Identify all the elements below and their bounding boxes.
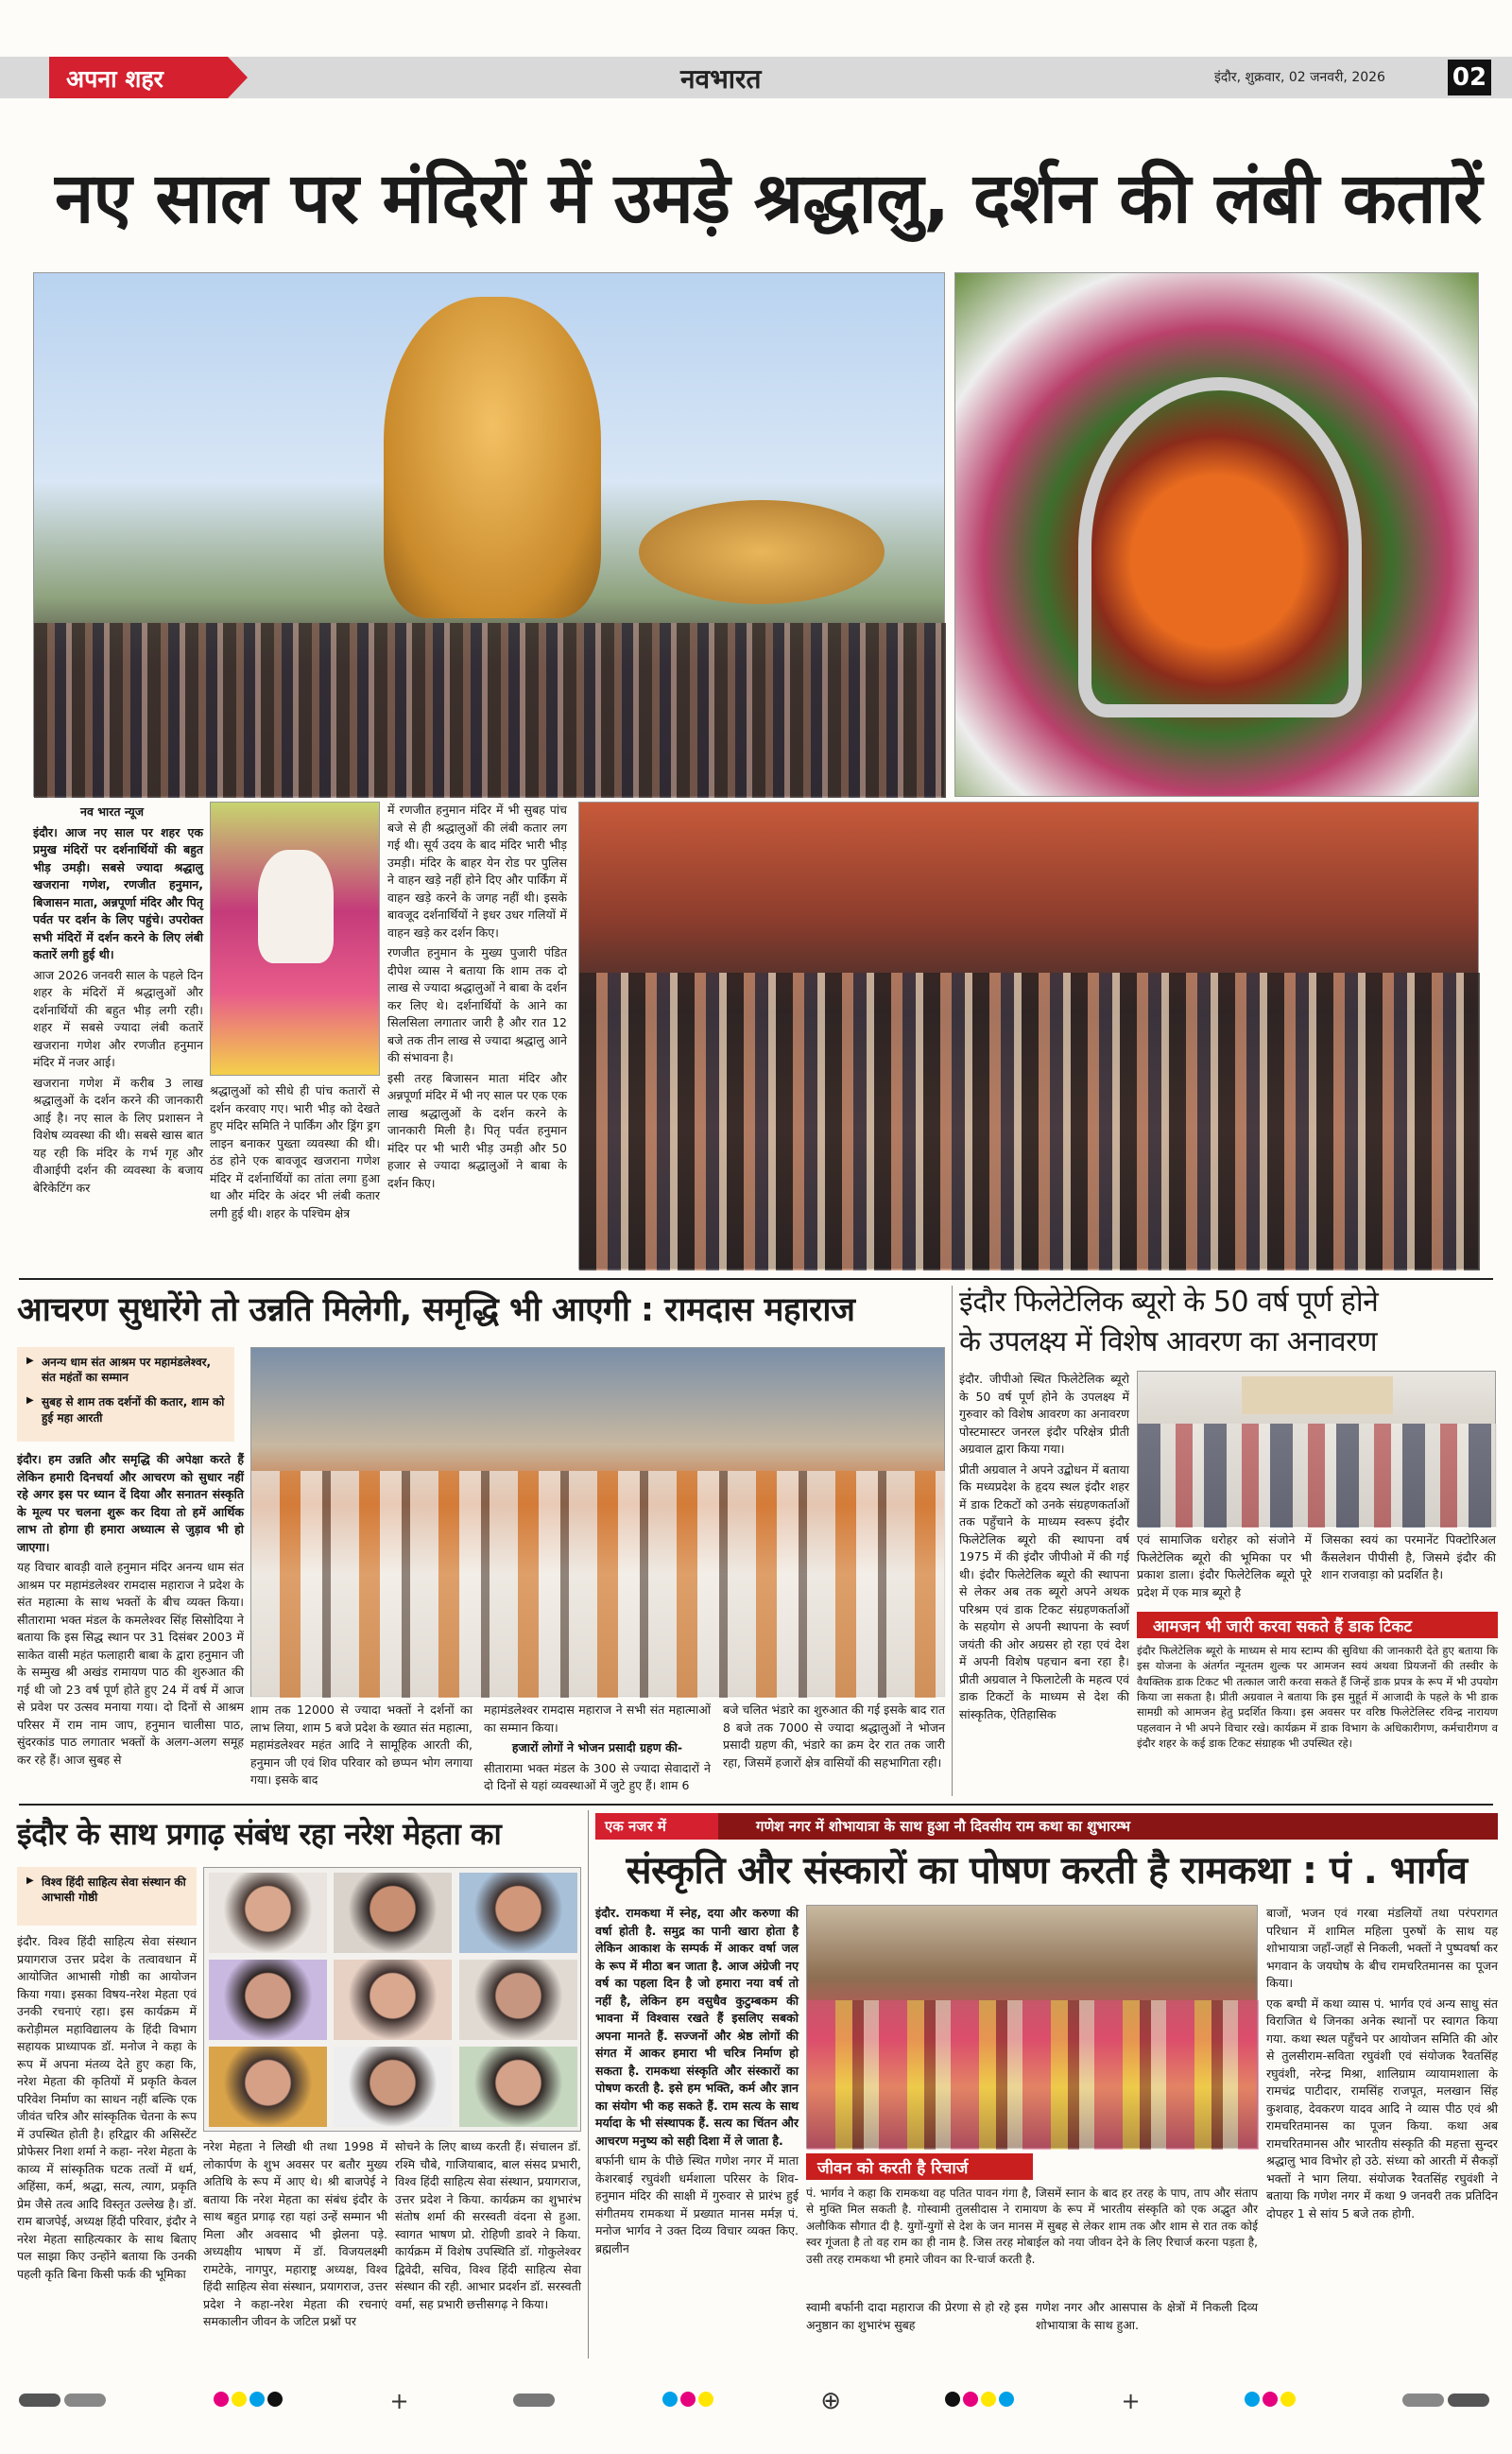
mace-shape <box>639 500 885 604</box>
ramkatha-column-3-text: बाजों, भजन एवं गरबा मंडलियों तथा परंपरागत परिधान में शामिल महिला पुरुषों के साथ यह शोभायात्रा जहाँ-जहाँ से निकली, भक्तों ने पुष्पवर्षा कर भगवान के जयघोष के बीच रामचरितमानस का पूजन किया। <box>1266 1906 1498 1990</box>
philatelic-column-2-text: एवं सामाजिक धरोहर को संजोने में फिलेटेलिक ब्यूरो की भूमिका पर भी प्रकाश डाला। इंदौर फिलेटेलिक ब्यूरो पूरे प्रदेश में एक मात्र ब्यूरो है <box>1137 1532 1312 1599</box>
ramkatha-bottom-a <box>806 2299 1028 2356</box>
philatelic-headline-2: के उपलक्ष्य में विशेष आवरण का अनावरण <box>959 1325 1378 1358</box>
naresh-bullet: ▶ विश्व हिंदी साहित्य सेवा संस्थान की आभासी गोष्ठी <box>26 1875 187 1905</box>
lead-intro: इंदौर। आज नए साल पर शहर एक प्रमुख मंदिरों पर दर्शनार्थियों की बहुत भीड़ उमड़ी। सबसे ज्यादा श्रद्धालु खजराना गणेश, रणजीत हनुमान, बिजासन माता, अन्नपूर्णा मंदिर और पितृ पर्वत पर दर्शन के लिए पहुंचे। उपरोक्त सभी मंदिरों में दर्शन करने के लिए लंबी कतारें लगी हुई थी। <box>33 824 203 961</box>
registration-dots-2 <box>662 2392 716 2411</box>
naresh-column-1-text: इंदौर. विश्व हिंदी साहित्य सेवा संस्थान प्रयागराज उत्तर प्रदेश के तत्वावधान में आयोजित आभासी गोष्ठी का आयोजन किया गया। इसका विषय-नरेश मेहता एवं उनकी रचनाएं रहा। इस कार्यक्रम में करोड़ीमल महाविद्यालय के हिंदी विभाग सहायक प्राध्यापक डॉ. मनोज ने कहा के रूप में अपना मंतव्य देते हुए कहा कि, नरेश मेहता की कृतियों में प्रकृति केवल परिवेश निर्माण का साधन नहीं बल्कि एक जीवंत चरित्र और सांस्कृतिक चेतना के रूप में उपस्थित होती है। हरिद्वार की असिस्टेंट प्रोफेसर निशा शर्मा ने कहा- नरेश मेहता के काव्य में सांस्कृतिक घटक तत्वों में धर्म, अहिंसा, कर्म, श्रद्धा, सत्य, त्याग, प्रकृति प्रेम जैसे तत्व आदि विस्तृत उल्लेख है। डॉ. राम बाजपेई, अध्यक्ष हिंदी परिवार, इंदौर ने नरेश मेहता साहित्यकार के साथ बिताए पल साझा किए उन्होंने बताया कि उनकी पहली कृति बिना किसी फर्क की भूमिका <box>17 1934 197 2281</box>
special-cover-unveiling-photo <box>1137 1371 1496 1527</box>
ramkatha-column-3-text2: एक बग्घी में कथा व्यास पं. भार्गव एवं अन्य साधु संत विराजित थे जिनका अनेक स्थानों पर स्वागत किया गया. कथा स्थल पहुँचने पर आयोजन समिति की ओर से तुलसीराम-सविता रघुवंशी एवं संयोजक रैवतसिंह रघुवंशी, नरेन्द्र मिश्रा, शालिग्राम व्यायामशाला के रामचंद्र पाटीदार, रामसिंह राजपूत, मलखान सिंह कुशवाह, देवकरण यादव आदि ने व्यास पीठ एवं श्री रामचरितमानस का पूजन किया. कथा अब रामचरितमानस और भारतीय संस्कृति की महत्ता सुन्दर श्रद्धालु भाव विभोर हो उठे. संध्या को आरती में सैकड़ों भक्तों ने भाग लिया. संयोजक रैवतसिंह रघुवंशी ने बताया कि गणेश नगर में कथा 9 जनवरी तक प्रतिदिन दोपहर 1 से सांय 5 बजे तक होगी. <box>1266 1996 1498 2221</box>
crosshair-mark-2: ⊕ <box>820 2387 841 2415</box>
naresh-column-2 <box>203 2138 387 2359</box>
ramdas-column-3-text: महामंडलेश्वर रामदास महाराज ने सभी संत महात्माओं का सम्मान किया। <box>484 1702 711 1735</box>
portrait-8 <box>334 2047 452 2127</box>
lead-column-3-p1: में रणजीत हनुमान मंदिर में भी सुबह पांच बजे से ही श्रद्धालुओं की लंबी कतार लग गई थी। सूर्य उदय के बाद मंदिर भारी भीड़ उमड़ी। मंदिर के बाहर येन रोड पर पुलिस ने वाहन खड़े नहीं होने दिए और पार्किंग में वाहन खड़े करने के जगह नहीं थी। इसके बावजूद दर्शनार्थियों ने इधर उधर गलियों में वाहन खड़े कर दर्शन किए। <box>387 803 567 940</box>
crosshair-mark-3: + <box>1121 2388 1141 2414</box>
naresh-column-2-text: नरेश मेहता ने लिखी थी तथा 1998 में लोकार्पण के शुभ अवसर पर बतौर मुख्य अतिथि के रूप में आए थे। श्री बाजपेई ने बताया कि नरेश मेहता का संबंध इंदौर के साथ बहुत प्रगाढ़ रहा यहां उन्हें सम्मान भी मिला और अवसाद भी झेलना पड़े. अध्यक्षीय भाषण में डॉ. विजयलक्ष्मी रामटेके, नागपुर, महाराष्ट्र अध्यक्ष, विश्व हिंदी साहित्य सेवा संस्थान, प्रयागराज, उत्तर प्रदेश ने कहा-नरेश मेहता की रचनाएं समकालीन जीवन के जटिल प्रश्नों पर <box>203 2139 387 2328</box>
lead-headline: नए साल पर मंदिरों में उमड़े श्रद्धालु, दर्शन की लंबी कतारें <box>55 158 1482 239</box>
philatelic-sub-text <box>1137 1643 1498 1796</box>
statue-shape <box>384 297 601 618</box>
ganesh-shringar-photo <box>210 802 380 1076</box>
naresh-column-3 <box>395 2138 581 2359</box>
portrait-5 <box>334 1960 452 2040</box>
philatelic-column-3 <box>1321 1531 1496 1609</box>
saints-gathering-photo <box>250 1347 945 1697</box>
officials-shape <box>1138 1424 1497 1528</box>
ramkatha-sub-text-body: पं. भार्गव ने कहा कि रामकथा वह पतित पावन गंगा है, जिसमें स्नान के बाद हर तरह के पाप, ताप और संताप से मुक्ति मिल सकती है. गोस्वामी तुलसीदास ने रामायण के रूप में भारतीय संस्कृति को एक अद्भुत और अलौकिक सौगात दी है. युगों-युगों से देश के जन मानस में सुबह से लेकर शाम तक और शाम से रात तक कोई स्वर गूंजता है तो वह राम का ही नाम है. जिस तरह मोबाईल को नया जीवन देने के लिए रिचार्ज करना पड़ता है, उसी तरह रामकथा भी हमारे जीवन का रि-चार्ज करती है. <box>806 2186 1258 2266</box>
lead-column-2-text: श्रद्धालुओं को सीधे ही पांच कतारों से दर्शन करवाए गए। भारी भीड़ को देखते हुए मंदिर समिति ने पार्किंग और ड्रिंग ड्रग लाइन बनाकर पुख्ता व्यवस्था की थी। ठंड होने एक बावजूद खजराना गणेश मंदिर में दर्शनार्थियों का तांता लगा हुआ था और मंदिर के अंदर भी लंबी कतार लगी हुई थी। शहर के पश्चिम क्षेत्र <box>210 1083 380 1220</box>
ramdas-bullets-box <box>17 1347 234 1442</box>
section-tag-label: अपना शहर <box>66 65 163 93</box>
ramdas-column-2-text: शाम तक 12000 से ज्यादा भक्तों ने दर्शनों का लाभ लिया, शाम 5 बजे प्रदेश के ख्यात संत महात्मा, महामंडलेश्वर महंत आदि ने सामूहिक आरती की, हनुमान जी एवं शिव परिवार को छप्पन भोग लगाया गया। इसके बाद <box>250 1702 472 1787</box>
portrait-4 <box>209 1960 327 2040</box>
ramkatha-column-1-text: बर्फानी धाम के पीछे स्थित गणेश नगर में माता केशरबाई रघुवंशी धर्मशाला परिसर के शिव-हनुमान मंदिर की साक्षी में गुरुवार से प्रारंभ हुई संगीतमय रामकथा में प्रख्यात मानस मर्मज्ञ पं. मनोज भार्गव ने उक्त दिव्य विचार व्यक्त किए. ब्रह्मलीन <box>595 2153 799 2255</box>
portrait-9 <box>459 2047 577 2127</box>
shobhayatra-photo <box>806 1905 1258 2149</box>
khajrana-ganesh-idol-photo <box>954 272 1479 797</box>
dateline: इंदौर, शुक्रवार, 02 जनवरी, 2026 <box>1214 70 1385 85</box>
divider-2 <box>19 1804 1493 1806</box>
portrait-2 <box>334 1873 452 1953</box>
crowd-pattern <box>579 973 1480 1270</box>
ramdas-headline: आचरण सुधारेंगे तो उन्नति मिलेगी, समृद्धि भी आएगी : रामदास महाराज <box>17 1291 855 1329</box>
banner-shape <box>1242 1376 1393 1414</box>
ramdas-column-4 <box>723 1702 945 1796</box>
masthead: नवभारत <box>680 63 762 95</box>
lead-column-3-p3: इसी तरह बिजासन माता मंदिर और अन्नपूर्णा मंदिर में भी नए साल पर एक एक लाख श्रद्धालुओं के दर्शन करने के जानकारी मिली है। पितृ पर्वत हनुमान मंदिर पर भी भारी भीड़ उमड़ी और 50 हजार से ज्यादा श्रद्धालुओं ने बाबा के दर्शन किए। <box>387 1070 567 1190</box>
saint-figures <box>251 1471 946 1698</box>
ramkatha-tag-left: एक नजर में <box>605 1818 666 1835</box>
ramkatha-subhead: जीवन को करती है रिचार्ज <box>817 2159 969 2178</box>
vertical-divider <box>952 1286 953 1796</box>
naresh-column-3-text: सोचने के लिए बाध्य करती हैं। संचालन डॉ. रश्मि चौबे, गाजियाबाद, बाल संसद प्रभारी, विश्व हिंदी साहित्य सेवा संस्थान, प्रयागराज, उत्तर प्रदेश ने किया. कार्यक्रम का शुभारंभ संतोष शर्मा की सरस्वती वंदना से हुआ. स्वागत भाषण प्रो. रोहिणी डावरे ने किया. कार्यक्रम में विशेष उपस्थिति डॉ. गोकुलेश्वर द्विवेदी, सचिव, विश्व हिंदी साहित्य सेवा संस्थान की रही. आभार प्रदर्शन डॉ. सरस्वती वर्मा, सह प्रभारी छत्तीसगढ़ ने किया। <box>395 2139 581 2311</box>
idol-shape <box>258 850 334 963</box>
crosshair-mark-1: + <box>389 2388 409 2414</box>
philatelic-column-1-text2: प्रीती अग्रवाल ने अपने उद्बोधन में बताया कि मध्यप्रदेश के हृदय स्थल इंदौर शहर में डाक टिकटों को उनके संग्रहणकर्ताओं तक पहुँचाने के माध्यम स्वरूप इंदौर फिलेटेलिक ब्यूरो की स्थापना वर्ष 1975 में की इंदौर जीपीओ में की गई थी। इंदौर फिलेटेलिक ब्यूरो की स्थापना से लेकर अब तक ब्यूरो अपने अथक परिश्रम एवं डाक टिकट संग्रहणकर्ताओं के सहयोग से अपनी स्थापना के स्वर्ण जयंती की ओर अग्रसर हो रहा एवं देश में अपनी विशेष पहचान बना रहा है। प्रीती अग्रवाल ने फिलाटेली के महत्व एवं डाक टिकटों के माध्यम से देश की सांस्कृतिक, ऐतिहासिक <box>959 1461 1129 1721</box>
lead-column-2 <box>210 1082 380 1271</box>
ramkatha-headline: संस्कृति और संस्कारों का पोषण करती है रामकथा : पं . भार्गव <box>626 1849 1468 1892</box>
ramdas-column-1 <box>17 1451 244 1796</box>
ramdas-intro: इंदौर। हम उन्नति और समृद्धि की अपेक्षा करते हैं लेकिन हमारी दिनचर्या और आचरण को सुधार नहीं रहे अगर इस पर ध्यान दें दिया और सनातन संस्कृति के मूल्य पर चलना शुरू कर दिया तो हमें आर्थिक लाभ तो होगा ही हमारा अध्यात्म से जुड़ाव भी हो जाएगा। <box>17 1452 244 1554</box>
procession-shape <box>807 2000 1259 2150</box>
ramkatha-tag-right: गणेश नगर में शोभायात्रा के साथ हुआ नौ दिवसीय राम कथा का शुभारम्भ <box>756 1818 1131 1835</box>
hanuman-statue-crowd-photo <box>33 272 945 797</box>
devotees-queue-photo <box>578 802 1479 1270</box>
vertical-divider-2 <box>588 1810 589 2359</box>
divider-1 <box>19 1278 1493 1280</box>
lead-paragraph-3: खजराना गणेश में करीब 3 लाख श्रद्धालुओं के दर्शन करने की जानकारी आई है। नए साल के लिए प्रशासन ने विशेष व्यवस्था की थी। सबसे खास बात यह रही कि मंदिर के गर्भ गृह और वीआईपी दर्शन की व्यवस्था के बजाय बेरिकेटिंग कर <box>33 1075 203 1195</box>
philatelic-column-1-text: इंदौर. जीपीओ स्थित फिलेटेलिक ब्यूरो के 50 वर्ष पूर्ण होने के उपलक्ष्य में गुरुवार को विशेष आवरण का अनावरण पोस्टमास्टर जनरल इंदौर परिक्षेत्र प्रीती अग्रवाल द्वारा किया गया। <box>959 1372 1129 1456</box>
portrait-3 <box>459 1873 577 1953</box>
registration-bar-mid <box>513 2393 558 2411</box>
lead-paragraph-2: आज 2026 जनवरी साल के पहले दिन शहर के मंदिरों में श्रद्धालुओं और दर्शनार्थियों की बहुत भीड़ लगी रही। शहर में सबसे ज्यादा लंबी कतारें खजराना गणेश और रणजीत हनुमान मंदिर में नजर आई। <box>33 967 203 1069</box>
ramkatha-bottom-b <box>1036 2299 1258 2356</box>
philatelic-sub-text-body: इंदौर फिलेटेलिक ब्यूरो के माध्यम से माय स्टाम्प की सुविधा की जानकारी देते हुए बताया कि इस योजना के अंतर्गत न्यूनतम शुल्क पर आमजन स्वयं अथवा प्रियजनों की तस्वीर के वैयक्तिक डाक टिकट भी तत्काल जारी करवा सकते हैं जिन्हें डाक प्रपत्र के रूप में भी उपयोग किया जा सकता है। प्रीती अग्रवाल ने बताया कि इस मुहूर्त में आजादी के पहले के भी डाक सामग्री को आमजन हेतु प्रदर्शित किया। इस अवसर पर वरिष्ठ फिलेटेलिस्ट रविन्द्र नारायण पहलवान ने भी अपने विचार रखे। कार्यक्रम में डाक विभाग के अधिकारीगण, कर्मचारीगण व इंदौर शहर के कई डाक टिकट संग्राहक भी उपस्थित रहे। <box>1137 1644 1498 1750</box>
ramdas-column-2 <box>250 1702 472 1796</box>
ramkatha-intro: इंदौर. रामकथा में स्नेह, दया और करुणा की वर्षा होती है. समुद्र का पानी खारा होता है लेकिन आकाश के सम्पर्क में आकर वर्षा जल के रूप में मीठा बन जाता है. आज अंग्रेजी नए वर्ष का पहला दिन है जो हमारा नया वर्ष तो नहीं है, लेकिन हम वसुधैव कुटुम्बकम की भावना में विश्वास रखते हैं इसलिए सबको अपना मानते हैं. सज्जनों और श्रेष्ठ लोगों की संगत में आकर हमारा भी चरित्र निर्माण हो सकता है. रामकथा संस्कृति और संस्कारों का पोषण करती है. इसे हम भक्ति, कर्म और ज्ञान का संयोग भी कह सकते हैं. राम सत्य के साथ मर्यादा के भी संस्थापक हैं. सत्य का चिंतन और आचरण मनुष्य को सही दिशा में ले जाता है. <box>595 1906 799 2148</box>
registration-bar-left <box>19 2393 110 2411</box>
ramdas-column-4-text: बजे चलित भंडारे का शुरुआत की गई इसके बाद रात 8 बजे तक 7000 से ज्यादा श्रद्धालुओं ने भोजन प्रसादी ग्रहण की, भंडारे का क्रम देर रात तक जारी रहा, जिसमें हजारों क्षेत्र वासियों की सहभागिता रही। <box>723 1702 945 1770</box>
ramkatha-column-1 <box>595 1905 799 2255</box>
silver-frame <box>1078 377 1362 717</box>
registration-dots-3 <box>945 2392 1017 2411</box>
portrait-7 <box>209 2047 327 2127</box>
print-registration-strip <box>19 2382 1493 2420</box>
ramdas-column-3-subhead: हजारों लोगों ने भोजन प्रसादी ग्रहण की- <box>511 1740 683 1754</box>
registration-dots-4 <box>1245 2392 1298 2411</box>
philatelic-column-1 <box>959 1371 1129 1796</box>
lead-column-3 <box>387 802 567 1271</box>
lead-column-3-p2: रणजीत हनुमान के मुख्य पुजारी पंडित दीपेश व्यास ने बताया कि शाम तक दो लाख से ज्यादा श्रद्धालुओं ने बाबा के दर्शन कर लिए थे। दर्शनार्थियों के आने का सिलसिला लगातार जारी है और रात 12 बजे तक तीन लाख से ज्यादा श्रद्धालु आने की संभावना है। <box>387 945 567 1064</box>
ramkatha-column-3 <box>1266 1905 1498 2359</box>
philatelic-subhead: आमजन भी जारी करवा सकते हैं डाक टिकट <box>1153 1617 1413 1636</box>
ramkatha-bottom-a-text: स्वामी बर्फानी दादा महाराज की प्रेरणा से हो रहे इस अनुष्ठान का शुभारंभ सुबह <box>806 2300 1028 2332</box>
naresh-headline: इंदौर के साथ प्रगाढ़ संबंध रहा नरेश मेहता का <box>17 1816 502 1852</box>
ramdas-column-3 <box>484 1702 711 1796</box>
philatelic-headline-1: इंदौर फिलेटेलिक ब्यूरो के 50 वर्ष पूर्ण होने <box>959 1286 1379 1319</box>
lead-byline: नव भारत न्यूज <box>80 804 145 819</box>
ramdas-bullet-1: ▶ अनन्य धाम संत आश्रम पर महामंडलेश्वर, संत महंतों का सम्मान <box>26 1355 225 1385</box>
portrait-1 <box>209 1873 327 1953</box>
registration-bar-right <box>1402 2393 1493 2411</box>
ramkatha-sub-text <box>806 2186 1258 2297</box>
page-number: 02 <box>1448 60 1491 95</box>
ramdas-column-3-text2: सीतारामा भक्त मंडल के 300 से ज्यादा सेवादारों ने दो दिनों से यहां व्यवस्थाओं में जुटे हुए हैं। शाम 6 <box>484 1760 711 1792</box>
philatelic-column-2 <box>1137 1531 1312 1609</box>
naresh-column-1 <box>17 1933 197 2359</box>
portrait-6 <box>459 1960 577 2040</box>
lead-column-1 <box>33 804 203 1271</box>
crowd-band <box>34 623 946 798</box>
ramdas-column-1-text: यह विचार बावड़ी वाले हनुमान मंदिर अनन्य धाम संत आश्रम पर महामंडलेश्वर रामदास महाराज ने प्रदेश के संत महात्मा के साथ भक्तों के बीच व्यक्त किया। सीतारामा भक्त मंडल के कमलेश्वर सिंह सिसोदिया ने बताया कि इस सिद्ध स्थान पर 31 दिसंबर 2003 में साकेत वासी महंत फलाहारी बाबा के द्वारा हनुमान जी के सम्मुख श्री अखंड रामायण पाठ की शुरुआत की गई थी जो 23 वर्ष पूर्ण होते हुए 24 में वर्ष में आज से प्रवेश पर उत्सव मनाया गया। दो दिनों से आश्रम परिसर में राम नाम जाप, हनुमान चालीसा पाठ, सुंदरकांड पाठ लगातार भक्तों के अलग-अलग समूह कर रहे हैं। आज सुबह से <box>17 1560 244 1767</box>
ramkatha-bottom-b-text: गणेश नगर और आसपास के क्षेत्रों में निकली दिव्य शोभायात्रा के साथ हुआ. <box>1036 2300 1258 2332</box>
registration-dots-1 <box>214 2392 285 2411</box>
participants-collage-photo <box>203 1867 581 2132</box>
philatelic-column-3-text: जिसका स्वयं का परमानेंट पिक्टोरिअल कैंसलेशन पीपीसी है, जिसमे इंदौर की शान राजवाड़ा को प्रदर्शित है। <box>1321 1532 1496 1581</box>
ramdas-bullet-2: ▶ सुबह से शाम तक दर्शनों की कतार, शाम को हुई महा आरती <box>26 1394 225 1425</box>
naresh-bullet-box <box>17 1867 197 1926</box>
